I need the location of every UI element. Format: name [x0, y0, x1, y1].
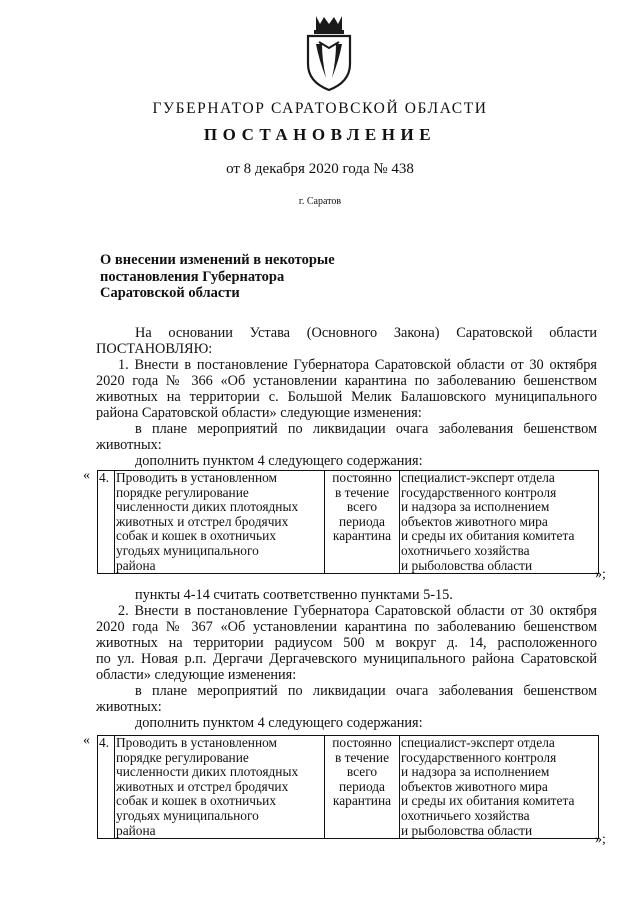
item-1-line: района Саратовской области» следующие изменения:: [96, 405, 422, 421]
responsible-cell: [400, 471, 599, 574]
document-date-number: от 8 декабря 2020 года № 438: [226, 161, 414, 177]
table-row: [98, 736, 599, 839]
action-cell: [115, 736, 325, 839]
subject-line: О внесении изменений в некоторые: [100, 252, 335, 268]
action-line: Проводить в установленном: [116, 735, 278, 750]
action-line: района: [116, 557, 156, 573]
close-quote: »;: [595, 567, 606, 582]
item-2-line: животных:: [96, 699, 162, 715]
term-line: в течение: [334, 749, 390, 765]
item-1-paragraph: [96, 357, 597, 469]
item-2-line: животных на территории радиусом 500 м вокруг д. 14, расположенного: [96, 635, 597, 651]
term-line: в течение: [334, 484, 390, 500]
responsible-line: специалист-эксперт отдела: [401, 470, 555, 485]
coat-of-arms-icon: [302, 12, 356, 92]
action-line: порядке регулирование: [116, 484, 249, 500]
term-line: всего: [346, 499, 378, 515]
item-number: 4.: [99, 735, 110, 750]
responsible-line: охотничьего хозяйства: [401, 807, 530, 823]
term-line: карантина: [332, 793, 392, 809]
term-line: постоянно: [332, 470, 392, 485]
action-line: угодьях муниципального: [116, 542, 259, 558]
action-line: численности диких плотоядных: [116, 764, 299, 780]
term-line: карантина: [332, 528, 392, 544]
renumber-line: пункты 4-14 считать соответственно пунктами 5-15.: [135, 587, 453, 603]
item-1-line: дополнить пунктом 4 следующего содержания:: [135, 453, 423, 469]
action-line: района: [116, 822, 156, 838]
responsible-line: государственного контроля: [401, 749, 557, 765]
responsible-line: специалист-эксперт отдела: [401, 735, 555, 750]
action-line: порядке регулирование: [116, 749, 249, 765]
item-2-line: дополнить пунктом 4 следующего содержания:: [135, 715, 423, 731]
term-cell: [325, 471, 400, 574]
responsible-line: и рыболовства области: [401, 822, 533, 838]
intro-line: ПОСТАНОВЛЯЮ:: [96, 341, 213, 357]
responsible-line: и среды их обитания комитета: [401, 793, 575, 809]
action-cell: [115, 471, 325, 574]
open-quote: «: [83, 468, 90, 483]
responsible-line: государственного контроля: [401, 484, 557, 500]
item-number-cell: [98, 471, 115, 574]
document-type: ПОСТАНОВЛЕНИЕ: [203, 125, 437, 144]
action-line: собак и кошек в охотничьих: [116, 528, 277, 544]
renumber-paragraph: [96, 587, 597, 603]
action-line: животных и отстрел бродячих: [116, 513, 289, 529]
responsible-line: и среды их обитания комитета: [401, 528, 575, 544]
subject-line: Саратовской области: [100, 285, 240, 301]
responsible-line: объектов животного мира: [401, 513, 548, 529]
table-row: [98, 471, 599, 574]
item-2-paragraph: [96, 603, 597, 731]
item-1-line: в плане мероприятий по ликвидации очага заболевания бешенством: [135, 421, 597, 437]
action-line: животных и отстрел бродячих: [116, 778, 289, 794]
insert-table-2: [97, 735, 599, 839]
action-line: угодьях муниципального: [116, 807, 259, 823]
term-cell: [325, 736, 400, 839]
term-line: периода: [338, 778, 386, 794]
insert-table-1: [97, 470, 599, 574]
responsible-line: охотничьего хозяйства: [401, 542, 530, 558]
close-quote: »;: [595, 832, 606, 847]
issuing-authority: ГУБЕРНАТОР САРАТОВСКОЙ ОБЛАСТИ: [152, 100, 488, 117]
subject-line: постановления Губернатора: [100, 268, 285, 285]
document-subject: [100, 252, 335, 302]
term-line: периода: [338, 513, 386, 529]
item-2-line: 2. Внести в постановление Губернатора Саратовской области от 30 октября: [118, 603, 597, 619]
item-1-line: животных:: [96, 437, 162, 453]
responsible-line: и надзора за исполнением: [401, 764, 550, 780]
item-2-line: по ул. Новая р.п. Дергачи Дергачевского муниципального района Саратовской: [96, 651, 597, 667]
item-2-line: в плане мероприятий по ликвидации очага заболевания бешенством: [135, 683, 597, 699]
action-line: численности диких плотоядных: [116, 499, 299, 515]
item-1-line: животных на территории с. Большой Мелик Балашовского муниципального: [96, 389, 597, 405]
action-line: собак и кошек в охотничьих: [116, 793, 277, 809]
item-1-line: 2020 года № 366 «Об установлении карантина по заболеванию бешенством: [96, 373, 597, 389]
action-line: Проводить в установленном: [116, 470, 278, 485]
open-quote: «: [83, 733, 90, 748]
document-city: г. Саратов: [298, 196, 342, 207]
intro-paragraph: [96, 325, 597, 357]
term-line: всего: [346, 764, 378, 780]
responsible-cell: [400, 736, 599, 839]
term-line: постоянно: [332, 735, 392, 750]
responsible-line: и надзора за исполнением: [401, 499, 550, 515]
item-number: 4.: [99, 470, 110, 485]
item-1-line: 1. Внести в постановление Губернатора Саратовской области от 30 октября: [118, 357, 597, 373]
item-2-line: области» следующие изменения:: [96, 667, 297, 683]
item-number-cell: [98, 736, 115, 839]
intro-line: На основании Устава (Основного Закона) Саратовской области: [135, 325, 597, 341]
responsible-line: и рыболовства области: [401, 557, 533, 573]
responsible-line: объектов животного мира: [401, 778, 548, 794]
item-2-line: 2020 года № 367 «Об установлении карантина по заболеванию бешенством: [96, 619, 597, 635]
